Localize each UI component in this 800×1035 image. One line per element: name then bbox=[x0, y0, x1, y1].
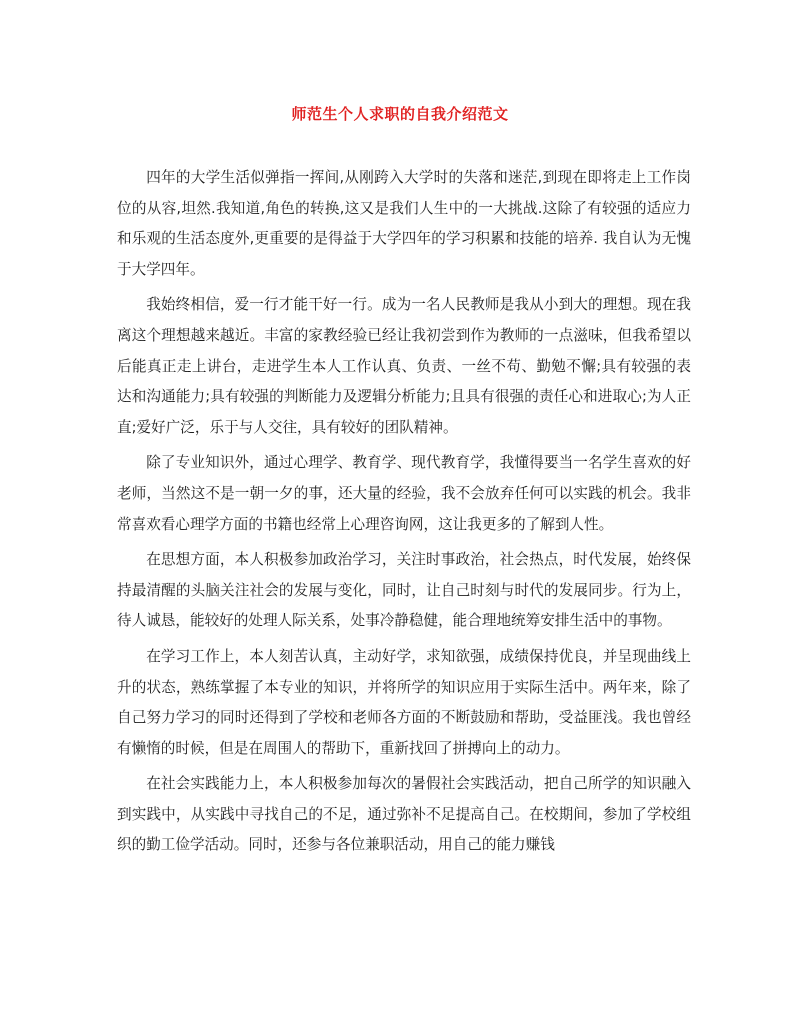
paragraph-1: 四年的大学生活似弹指一挥间,从刚跨入大学时的失落和迷茫,到现在即将走上工作岗位的从容,坦然.我知道,角色的转换,这又是我们人生中的一大挑战.这除了有较强的适应力和乐观的生活态度外,更重要的是得益于大学四年的学习积累和技能的培养. 我自认为无愧于大学四年。 bbox=[117, 169, 691, 278]
document-body bbox=[117, 163, 691, 866]
paragraph-4: 在思想方面，本人积极参加政治学习，关注时事政治，社会热点，时代发展，始终保持最清醒的头脑关注社会的发展与变化，同时，让自己时刻与时代的发展同步。行为上，待人诚恳，能较好的处理人际关系，处事冷静稳健，能合理地统筹安排生活中的事物。 bbox=[117, 551, 691, 630]
paragraph-3: 除了专业知识外，通过心理学、教育学、现代教育学，我懂得要当一名学生喜欢的好老师，当然这不是一朝一夕的事，还大量的经验，我不会放弃任何可以实践的机会。我非常喜欢看心理学方面的书籍也经常上心理咨询网，这让我更多的了解到人性。 bbox=[117, 454, 691, 533]
paragraph-2: 我始终相信，爱一行才能干好一行。成为一名人民教师是我从小到大的理想。现在我离这个理想越来越近。丰富的家教经验已经让我初尝到作为教师的一点滋味，但我希望以后能真正走上讲台，走进学生本人工作认真、负责、一丝不苟、勤勉不懈;具有较强的表达和沟通能力;具有较强的判断能力及逻辑分析能力;且具有很强的责任心和进取心;为人正直;爱好广泛，乐于与人交往，具有较好的团队精神。 bbox=[117, 296, 691, 436]
document-title: 师范生个人求职的自我介绍范文 bbox=[291, 105, 509, 123]
paragraph-6: 在社会实践能力上，本人积极参加每次的暑假社会实践活动，把自己所学的知识融入到实践中，从实践中寻找自己的不足，通过弥补不足提高自己。在校期间，参加了学校组织的勤工俭学活动。同时，还参与各位兼职活动，用自己的能力赚钱 bbox=[117, 775, 691, 854]
paragraph-5: 在学习工作上，本人刻苦认真，主动好学，求知欲强，成绩保持优良，并呈现曲线上升的状态，熟练掌握了本专业的知识，并将所学的知识应用于实际生活中。两年来，除了自己努力学习的同时还得到了学校和老师各方面的不断鼓励和帮助，受益匪浅。我也曾经有懒惰的时候，但是在周围人的帮助下，重新找回了拼搏向上的动力。 bbox=[117, 647, 691, 757]
